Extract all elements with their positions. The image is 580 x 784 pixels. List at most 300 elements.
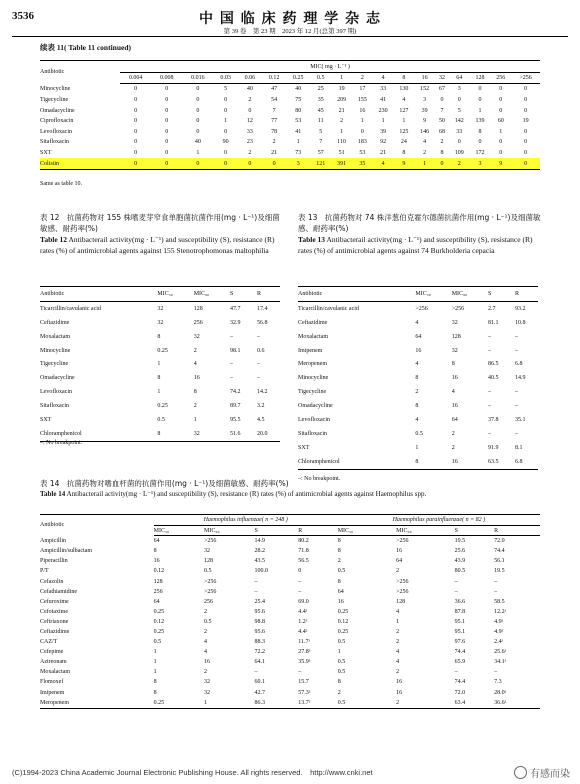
table11-cell: 209 (337, 97, 347, 104)
table11-cell: 0 (196, 97, 200, 104)
table13-cell: 14.9 (514, 375, 526, 382)
table14-cell: 0.12 (337, 618, 349, 625)
table11-cell: 68 (438, 128, 445, 135)
table11-cell: 0 (457, 97, 461, 104)
table14-cell: 64 (396, 558, 403, 565)
table11-cell: 391 (331, 158, 352, 169)
table11-cell: 0 (134, 118, 138, 125)
table12-cell: 1 (193, 416, 197, 423)
table11-cell: 40 (194, 139, 201, 146)
table11-cell: 121 (310, 158, 331, 169)
table11-cell: 0 (182, 158, 213, 169)
table12-row (40, 357, 280, 371)
table11-cell: 0 (224, 128, 228, 135)
table12 (40, 286, 280, 442)
table13-cell: Minocycline (298, 375, 329, 382)
table11-cell: 35 (352, 158, 373, 169)
table11-mic-header: MIC( mg · L⁻¹ ) (120, 61, 540, 73)
table11-cell: 0 (435, 158, 449, 169)
table13-cell: Chloramphenicol (298, 455, 411, 469)
table14-cell: 58.5 (494, 598, 505, 605)
journal-title: 中 国 临 床 药 理 学 杂 志 (199, 11, 381, 27)
table11-cell: 230 (378, 107, 388, 114)
table14-cell: >256 (204, 538, 217, 545)
table11-cell: 139 (475, 118, 485, 125)
table14-cell: 100.0 (254, 568, 268, 575)
table14-cell: Ampicillin (40, 537, 66, 544)
table14-cell: 2.4ᵃ (494, 639, 504, 646)
table12-cell: 32.9 (230, 319, 241, 326)
table11-row (40, 116, 540, 127)
table11-cell: 0 (165, 86, 169, 93)
table12-header-row (40, 287, 280, 302)
table14-cell: Aztreonam (40, 659, 67, 666)
table14-cell: 27.8ᵃ (298, 649, 311, 656)
table11-cell: 0 (499, 150, 503, 157)
table11-cell: 25 (317, 86, 324, 93)
table14-cell: >256 (204, 588, 217, 595)
table11-cell: 0 (524, 128, 528, 135)
table12-cell: 256 (193, 319, 203, 326)
table11-cell: 0 (224, 107, 228, 114)
table14-body (40, 536, 540, 709)
table11-cell: 4 (402, 97, 406, 104)
table14-cell: 1 (396, 618, 400, 625)
table13-cell: 16 (451, 403, 458, 410)
table12-cell: 0.6 (256, 347, 265, 354)
table11-cell: 33 (456, 128, 463, 135)
table12-cell: 32 (193, 333, 200, 340)
table11-cell: 125 (399, 128, 409, 135)
table13-cell: 91.9 (488, 444, 499, 451)
table13-row (298, 455, 538, 469)
table11-cell: 3 (286, 158, 310, 169)
table13-caption-zh: 表 13 抗菌药物对 74 株洋葱伯克霍尔德菌抗菌作用(mg · L⁻¹)及细菌敏感、耐药率(%) (298, 213, 541, 233)
table11-cell: 19 (338, 86, 345, 93)
table13-row (298, 344, 538, 358)
table11-cell: 9 (393, 158, 414, 169)
table14-cell: 2 (204, 608, 208, 615)
table12-body (40, 301, 280, 441)
table13-note: –: No breakpoint. (298, 476, 341, 482)
table14-cell: – (298, 669, 302, 676)
table13-cell: – (514, 333, 518, 340)
table11-cell: 2 (449, 158, 470, 169)
table13-cell: 40.5 (488, 375, 499, 382)
table12-cell: 2 (193, 403, 197, 410)
table14-cell: Cefepime (40, 649, 64, 656)
table13-cell: Meropenem (298, 361, 327, 368)
table11-cell: 0 (165, 128, 169, 135)
page-number: 3536 (12, 10, 34, 22)
table11-cell: 142 (454, 118, 464, 125)
table13-cell: 8 (415, 375, 419, 382)
table11-cell: 0 (238, 158, 262, 169)
table12-cell: 1 (157, 361, 161, 368)
table14-cell: 4 (396, 659, 400, 666)
table14-cell: 36.6ᵃ (494, 698, 540, 709)
table14-cell: 0.25 (154, 698, 204, 709)
table14-cell: CAZ/T (40, 639, 58, 646)
table12-cell: Ticarcillin/cavulanic acid (40, 305, 101, 312)
table11-cell: 11 (317, 118, 324, 125)
table12-cell: 74.2 (230, 389, 241, 396)
table14-row (40, 667, 540, 677)
table13-cell: 6.8 (514, 361, 523, 368)
table11-cell: 4 (423, 139, 427, 146)
table13-cell: >256 (415, 305, 428, 312)
table14-cell: >256 (396, 578, 409, 585)
table11-cell: 0 (196, 86, 200, 93)
copyright-footer: (C)1994-2023 China Academic Journal Electronic Publishing House. All rights reserved. http://www.cnki.net (12, 768, 373, 777)
table11-cell: 21 (338, 107, 345, 114)
table11-cell: 1 (196, 150, 200, 157)
table11-cell: 8 (440, 150, 444, 157)
table11-cell: 0 (165, 139, 169, 146)
table11-cell: 109 (454, 150, 464, 157)
watermark (514, 765, 570, 780)
table11-cell: 50 (438, 118, 445, 125)
table14-row (40, 677, 540, 687)
table11 (40, 60, 540, 170)
table11-antibiotic-header: Antibiotic (40, 61, 120, 84)
table14-cell: 1 (337, 649, 341, 656)
table13-cell: – (488, 333, 492, 340)
table11-row (40, 95, 540, 106)
table12-cell: 47.7 (230, 305, 241, 312)
table14-cell: 7.3 (494, 679, 502, 686)
table14-row (40, 587, 540, 597)
table14-caption-en: Antibacterail activity(mg · L⁻¹) and susceptibility (S), resistance (R) rates (%) of antimicrobial agents against Haemophilus spp. (66, 490, 427, 498)
table12-cell: SXT (40, 416, 52, 423)
table13-cell: 128 (451, 333, 461, 340)
table14-cell: 16 (396, 689, 403, 696)
table14-cell: Ampicillin/sulbactam (40, 548, 92, 555)
table13-header-row (298, 287, 538, 302)
table13-caption (298, 212, 543, 256)
table11-caption: 续表 11( Table 11 continued) (40, 43, 131, 52)
table14-cell: 2 (396, 669, 400, 676)
table11-cell: 54 (271, 97, 278, 104)
table13-cell: 93.2 (514, 305, 526, 312)
table11-cell: 80 (295, 107, 302, 114)
table13-cell: 32 (451, 347, 458, 354)
table14-cell: – (454, 669, 458, 676)
table11-cell: 0 (248, 107, 252, 114)
table12-cell: – (256, 361, 260, 368)
table14-cell: 0.5 (337, 568, 346, 575)
table14-cell: 0.5 (153, 639, 162, 646)
table12-row (40, 413, 280, 427)
table11-cell: 45 (317, 107, 324, 114)
table11-cell: 0 (360, 128, 364, 135)
table13-cell: 4 (415, 319, 419, 326)
table11-cell: 0 (165, 150, 169, 157)
table13-cell: Moxalactam (298, 333, 328, 340)
wechat-icon (514, 766, 527, 779)
table11-cell: 0 (499, 97, 503, 104)
table14-cell: 95.1 (454, 628, 466, 635)
table13-cell: 32 (451, 319, 458, 326)
table12-cell: – (230, 333, 234, 340)
table11-cell: 0 (262, 158, 286, 169)
table11-col-header: 128 (470, 72, 491, 84)
table13-cell: 8 (411, 455, 447, 469)
table14-row (40, 607, 540, 617)
table11-col-header: 0.03 (213, 72, 237, 84)
table12-caption-en: Antibacterail activity(mg · L⁻¹) and susceptibility (S), resistance (R) rates (%) of antimicrobial agents against 155 Stenotrophomonas maltophilia (40, 235, 275, 255)
table13-row (298, 330, 538, 344)
table14-cell: 65.9 (454, 659, 466, 666)
table11-cell: 41 (295, 128, 302, 135)
table13 (298, 286, 538, 470)
table14-cell: 0.12 (153, 618, 165, 625)
table14-cell: 16 (204, 659, 211, 666)
table14-row (40, 566, 540, 576)
table14-cell: 56.1 (494, 558, 505, 565)
table12-row (40, 344, 280, 358)
table11-cell: 0 (196, 118, 200, 125)
table11-cell: 5 (319, 128, 323, 135)
table12-header: S (226, 287, 253, 302)
table14-cell: 4 (396, 649, 400, 656)
table14-cell: >256 (396, 538, 409, 545)
table11-row (40, 84, 540, 95)
table13-cell: 8.1 (514, 444, 523, 451)
table14-cell: 16 (396, 679, 403, 686)
table11-cell: 33 (380, 86, 387, 93)
table12-caption (40, 212, 285, 256)
table14-row (40, 576, 540, 586)
table13-cell: Sitafloxacin (298, 430, 327, 437)
table14-cell: 1 (153, 669, 157, 676)
table11-col-header: 0.016 (182, 72, 213, 84)
table11-cell: 5 (224, 86, 228, 93)
table14-caption-zh: 表 14 抗菌药物对嗜血杆菌的抗菌作用(mg · L⁻¹)及细菌敏感、耐药率(%) (40, 479, 289, 488)
table14-cell: 0.5 (204, 618, 212, 625)
table14-cell: 63.4 (455, 698, 495, 709)
table13-cell: 2 (415, 389, 419, 396)
table14-cell: 28.0ᵃ (494, 689, 507, 696)
table11-cell: 146 (420, 128, 430, 135)
table11-cell: 0 (478, 139, 482, 146)
table14-cell: 4.4ᵃ (298, 628, 308, 635)
table14-row (40, 617, 540, 627)
table14-cell: 95.6 (254, 608, 265, 615)
table14-cell: 88.3 (254, 639, 265, 646)
table11-cell: 3 (457, 86, 461, 93)
table12-row (40, 330, 280, 344)
table14-subheader: R (494, 526, 540, 536)
table14-row (40, 698, 540, 709)
table14-cell: 56.5 (298, 558, 309, 565)
table13-cell: Omadacycline (298, 403, 333, 410)
table14-cell: 43.5 (254, 558, 265, 565)
table14-cell: Piperacillin (40, 558, 68, 565)
table11-cell: 0 (524, 150, 528, 157)
table12-row (40, 316, 280, 330)
table11-cell: 35 (317, 97, 324, 104)
table14-cell: – (298, 588, 302, 595)
table14-row (40, 657, 540, 667)
table12-cell: 8 (153, 427, 189, 441)
table13-cell: 2.7 (488, 305, 496, 312)
table11-cell: 9 (423, 118, 427, 125)
table12-cell: 8 (193, 389, 197, 396)
table11-col-header: 16 (414, 72, 435, 84)
table14-cell: 2 (396, 698, 454, 709)
table11-cell: 16 (359, 107, 366, 114)
table14-cell: 4 (396, 608, 400, 615)
table11-note: Same as table 10. (40, 181, 82, 187)
table13-cell: 63.5 (484, 455, 511, 469)
table11-cell: 183 (357, 139, 367, 146)
table11-cell: 1 (402, 118, 406, 125)
table14-cell: 4 (204, 639, 208, 646)
table14-cell: 42.7 (254, 689, 265, 696)
table11-cell: 2 (423, 150, 427, 157)
table14-cell: 2 (337, 689, 341, 696)
table14-cell: 0.5 (204, 568, 212, 575)
table12-cell: 32 (157, 305, 164, 312)
table14-cell: 72.0 (494, 538, 505, 545)
table11-row (40, 137, 540, 148)
table13-cell: 64 (451, 416, 458, 423)
table11-col-header: 0.5 (310, 72, 331, 84)
table12-cell: 98.1 (230, 347, 241, 354)
table13-row (298, 413, 538, 427)
table12-cell: 32 (157, 319, 164, 326)
table12-cell: 4 (193, 361, 197, 368)
table14-cell: 80.5 (454, 568, 466, 575)
table11-cell: 0 (524, 86, 528, 93)
table13-cell: Ceftazidime (298, 319, 328, 326)
table14-cell: – (494, 669, 498, 676)
table14-cell: 64 (337, 588, 344, 595)
table11-antibiotic: Minocycline (40, 86, 71, 93)
table14-cell: – (494, 588, 498, 595)
table14-cell: P/T (40, 568, 49, 575)
table13-row (298, 316, 538, 330)
table13-header: S (484, 287, 511, 302)
table11-antibiotic: Tigecycline (40, 97, 69, 104)
table11-antibiotic: Sitafloxacin (40, 139, 69, 146)
table14-group-influenzae: Haemophilus influenzae( n = 248 ) (154, 515, 338, 526)
table11-col-header: 2 (352, 72, 373, 84)
table11-cell: 5 (457, 107, 461, 114)
table14-cell: 8 (153, 548, 157, 555)
table11-cell: 8 (402, 150, 406, 157)
table11-cell: 7 (272, 107, 276, 114)
table11-cell: 0 (165, 118, 169, 125)
table13-body (298, 301, 538, 469)
table11-cell: 77 (271, 118, 278, 125)
table14-cell: 34.1ᵃ (494, 659, 507, 666)
table14-cell: 8 (337, 538, 341, 545)
table13-cell: – (488, 347, 492, 354)
table11-cell: 0 (478, 86, 482, 93)
table12-cell: Sitafloxacin (40, 403, 69, 410)
table14-cell: 0.25 (153, 628, 165, 635)
table11-cell: 155 (357, 97, 367, 104)
table14-cell: 16 (337, 598, 344, 605)
table14-cell: 74.4 (494, 548, 505, 555)
watermark-text: 有感而染 (530, 769, 570, 780)
table14-cell: 8 (153, 679, 157, 686)
table14-cell: 0.25 (337, 628, 349, 635)
table13-cell: – (514, 403, 518, 410)
table14-cell: 69.0 (298, 598, 309, 605)
table14-cell: 0 (298, 568, 302, 575)
table14-cell: Meropenem (40, 698, 154, 709)
volume-line: 第 39 卷 第 23 期 2023 年 12 月(总第 397 期) (223, 28, 357, 35)
table12-cell: 0.25 (157, 347, 168, 354)
table14-subheader: MIC₅₀ (338, 526, 396, 536)
table11-cell: 0 (134, 139, 138, 146)
table14-cell: 4.4ᵃ (298, 608, 308, 615)
table14-cell: 0.12 (153, 568, 165, 575)
table14-cell: 80.2 (298, 538, 309, 545)
table13-cell: 2 (451, 430, 455, 437)
table11-antibiotic: Colistin (40, 158, 120, 169)
table14-cell: 25.6 (454, 548, 466, 555)
table13-cell: 64 (415, 333, 422, 340)
table11-cell: 172 (475, 150, 485, 157)
table14-cell: 95.1 (454, 618, 466, 625)
table13-header: R (511, 287, 538, 302)
table12-cell: – (256, 333, 260, 340)
table11-body (40, 84, 540, 170)
table12-cell: Levofloxacin (40, 389, 72, 396)
table14-cell: 19.5 (494, 568, 505, 575)
table13-cell: Levofloxacin (298, 416, 330, 423)
table12-cell: Moxalactam (40, 333, 70, 340)
table13-row (298, 371, 538, 385)
table11-col-header: 0.06 (238, 72, 262, 84)
table14-cell: – (254, 578, 258, 585)
table14-cell: 8 (153, 689, 157, 696)
table13-cell: 4 (451, 389, 455, 396)
table14-cell: 0.5 (337, 669, 346, 676)
table13-cell: Imipenem (298, 347, 323, 354)
table11-cell: 60 (497, 118, 504, 125)
table14-subheader: MIC₉₀ (204, 526, 254, 536)
table12-cell: Tigecycline (40, 361, 69, 368)
table11-cell: 1 (478, 107, 482, 114)
table13-cell: – (488, 430, 492, 437)
table13-cell: Ticarcillin/cavulanic acid (298, 305, 359, 312)
table14-label: Table 14 (40, 490, 66, 498)
table11-cell: 2 (440, 139, 444, 146)
table11-row (40, 105, 540, 116)
table13-cell: – (514, 430, 518, 437)
table13-cell: 6.8 (511, 455, 538, 469)
table12-cell: Ceftazidime (40, 319, 70, 326)
table11-cell: 152 (420, 86, 430, 93)
table14-cell: 16 (396, 548, 403, 555)
table14-cell: 32 (204, 689, 211, 696)
table14-subheader: S (254, 526, 298, 536)
table14-cell: 25.6ᵃ (494, 649, 507, 656)
table14-row (40, 637, 540, 647)
table11-cell: 24 (400, 139, 407, 146)
table14-cell: 64.1 (254, 659, 265, 666)
table12-row (40, 385, 280, 399)
table14-group-parainfluenzae: Haemophilus parainfluenzae( n = 82 ) (338, 515, 540, 526)
table12-cell: Chloramphenicol (40, 427, 153, 441)
table13-cell: – (514, 389, 518, 396)
table11-cell: 9 (490, 158, 511, 169)
